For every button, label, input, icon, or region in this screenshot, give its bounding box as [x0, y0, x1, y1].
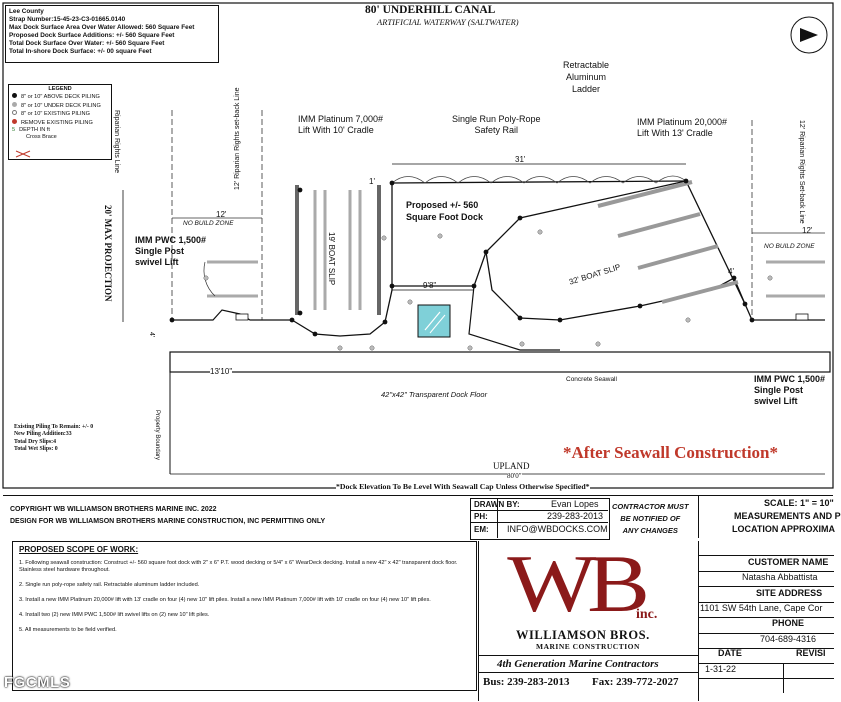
- drawn-by: Evan Lopes: [551, 499, 599, 509]
- max-projection-label: 20' MAX PROJECTION: [103, 205, 113, 302]
- info-line: Strap Number:15-45-23-C3-01665.0140: [9, 16, 126, 23]
- legend: [8, 84, 112, 160]
- dim-13-10: 13'10": [210, 367, 233, 376]
- ph-label: PH:: [474, 512, 488, 521]
- scale: SCALE: 1" = 10": [764, 498, 834, 508]
- tagline: 4th Generation Marine Contractors: [497, 658, 659, 670]
- stat-line: Existing Piling To Remain: +/- 0: [14, 424, 94, 430]
- legend-item: Cross Brace: [26, 134, 57, 141]
- pwc-lift-left-label: IMM PWC 1,500# Single Post swivel Lift: [135, 235, 207, 267]
- legend-item: REMOVE EXISTING PILING: [12, 119, 108, 127]
- concrete-seawall: [170, 352, 830, 372]
- transparent-dock-floor: [418, 305, 450, 337]
- site-address: 1101 SW 54th Lane, Cape Cor: [700, 603, 823, 613]
- phone-label: PHONE: [772, 618, 805, 628]
- location: LOCATION APPROXIMA: [732, 524, 835, 534]
- dim-12-right: 12': [802, 226, 813, 235]
- stat-line: Total Wet Slips: 0: [14, 446, 58, 453]
- setback-line-left: 12' Riparian Rights set-back Line: [234, 87, 241, 190]
- em-value: INFO@WBDOCKS.COM: [507, 524, 608, 534]
- dim-31: 31': [515, 155, 526, 164]
- revision-label: REVISI: [796, 648, 826, 658]
- elevation-note: *Dock Elevation To Be Level With Seawall Cap Unless Otherwise Specified*: [336, 482, 590, 491]
- proposed-dock-label: Proposed +/- 560 Square Foot Dock: [406, 200, 484, 222]
- info-line: Total In-shore Dock Surface: +/- 00 square Feet: [9, 48, 152, 55]
- upland-label: UPLAND: [493, 461, 530, 471]
- pwc-lift-right-label: IMM PWC 1,500# Single Post swivel Lift: [754, 374, 826, 406]
- info-line: Total Dock Surface Over Water: +/- 560 Square Feet: [9, 40, 165, 47]
- legend-item: 8" or 10" EXISTING PILING: [12, 110, 108, 118]
- scope-of-work-box: [12, 541, 477, 691]
- dim-12-left: 12': [216, 210, 227, 219]
- dock-floor-label: 42"x42" Transparent Dock Floor: [381, 390, 488, 399]
- stat-line: New Piling Addition:33: [14, 431, 72, 438]
- info-line: Proposed Dock Surface Additions: +/- 560 Square Feet: [9, 32, 175, 39]
- scope-item: 5. All measurements to be field verified.: [19, 627, 117, 633]
- dim-1: 1': [369, 177, 375, 186]
- fax-phone: Fax: 239-772-2027: [592, 676, 679, 688]
- legend-item: 8" or 10" ABOVE DECK PILING: [12, 93, 108, 101]
- watermark: FGCMLS: [4, 674, 71, 691]
- piling-stats: [14, 424, 93, 454]
- legend-title: LEGEND: [48, 86, 72, 92]
- scope-item: 3. Install a new IMM Platinum 20,000# lift with 13' cradle on four (4) new 10" lift piles. Install a new IMM Platinum 7,000# lift with 10' cradle on four (4) new 10" lift piles.: [19, 597, 431, 603]
- legend-item: 8" or 10" UNDER DECK PILING: [12, 102, 108, 110]
- date-label: DATE: [718, 648, 742, 658]
- dim-9-8: 9'8": [423, 281, 437, 290]
- no-build-zone-left: NO BUILD ZONE: [183, 220, 234, 227]
- customer-name: Natasha Abbattista: [742, 572, 818, 582]
- scope-item: 4. Install two (2) new IMM PWC 1,500# lift swivel lifts on (2) new 10" lift piles.: [19, 612, 210, 618]
- dim-80: 80'0": [507, 472, 522, 480]
- company-name: WILLIAMSON BROS.: [516, 628, 650, 642]
- safety-rail-label: Single Run Poly-Rope Safety Rail: [452, 114, 541, 135]
- logo-inc: inc.: [636, 607, 658, 622]
- scope-title: PROPOSED SCOPE OF WORK:: [19, 545, 139, 554]
- info-line: Lee County: [9, 8, 44, 15]
- dim-4-right: 4': [728, 267, 734, 276]
- drawn-by-label: DRAWN BY:: [474, 500, 520, 509]
- logo-letters: WB: [507, 538, 641, 629]
- scope-item: 1. Following seawall construction: Construct +/- 560 square foot dock with 2" x 6" P.T. wood decking or 5/4" x 6" WearDeck decking. Install a new 42" x 42" transparent dock floor. Stainless steel hardware throughout.: [19, 560, 458, 573]
- ph-value: 239-283-2013: [547, 511, 604, 521]
- canal-title: 80' UNDERHILL CANAL: [365, 4, 496, 16]
- copyright: COPYRIGHT WB WILLIAMSON BROTHERS MARINE INC. 2022: [10, 506, 217, 513]
- site-label: SITE ADDRESS: [756, 588, 823, 598]
- no-build-zone-right: NO BUILD ZONE: [764, 243, 815, 250]
- design-for: DESIGN FOR WB WILLIAMSON BROTHERS MARINE CONSTRUCTION, INC PERMITTING ONLY: [10, 518, 326, 525]
- company-logo: [480, 538, 695, 655]
- measurements: MEASUREMENTS AND P: [734, 511, 841, 521]
- dim-4-left: 4': [148, 332, 155, 338]
- contractor-note: CONTRACTOR MUST BE NOTIFIED OF ANY CHANGES: [612, 502, 689, 535]
- property-boundary-label: Property Boundary: [154, 410, 160, 461]
- stat-line: Total Dry Slips:4: [14, 438, 56, 445]
- date-value: 1-31-22: [705, 664, 737, 674]
- canal-subtitle: ARTIFICIAL WATERWAY (SALTWATER): [377, 17, 519, 27]
- customer-label: CUSTOMER NAME: [748, 557, 829, 567]
- company-sub: MARINE CONSTRUCTION: [536, 642, 640, 651]
- after-seawall-note: *After Seawall Construction*: [563, 443, 778, 462]
- legend-item: 5 DEPTH IN ft: [12, 127, 50, 134]
- riparian-rights-left: Riparian Rights Line: [113, 110, 120, 174]
- info-line: Max Dock Surface Area Over Water Allowed: 560 Square Feet: [9, 24, 195, 31]
- boat-slip-19-label: 19' BOAT SLIP: [327, 232, 336, 286]
- concrete-seawall-label: Concrete Seawall: [566, 376, 617, 383]
- em-label: EM:: [474, 525, 489, 534]
- lift-20000-label: IMM Platinum 20,000# Lift With 13' Cradle: [637, 117, 728, 138]
- ladder-label: Retractable Aluminum Ladder: [563, 60, 610, 94]
- lift-7000-label: IMM Platinum 7,000# Lift With 10' Cradle: [298, 114, 384, 135]
- permit-info-box: [5, 5, 219, 63]
- phone-value: 704-689-4316: [760, 634, 817, 644]
- boat-slip-32-label: 32' BOAT SLIP: [568, 262, 622, 287]
- setback-line-right: 12' Riparian Rights Set-back Line: [798, 120, 805, 224]
- scope-item: 2. Single run poly-rope safety rail. Retractable aluminum ladder included.: [19, 582, 200, 588]
- bus-phone: Bus: 239-283-2013: [483, 676, 570, 688]
